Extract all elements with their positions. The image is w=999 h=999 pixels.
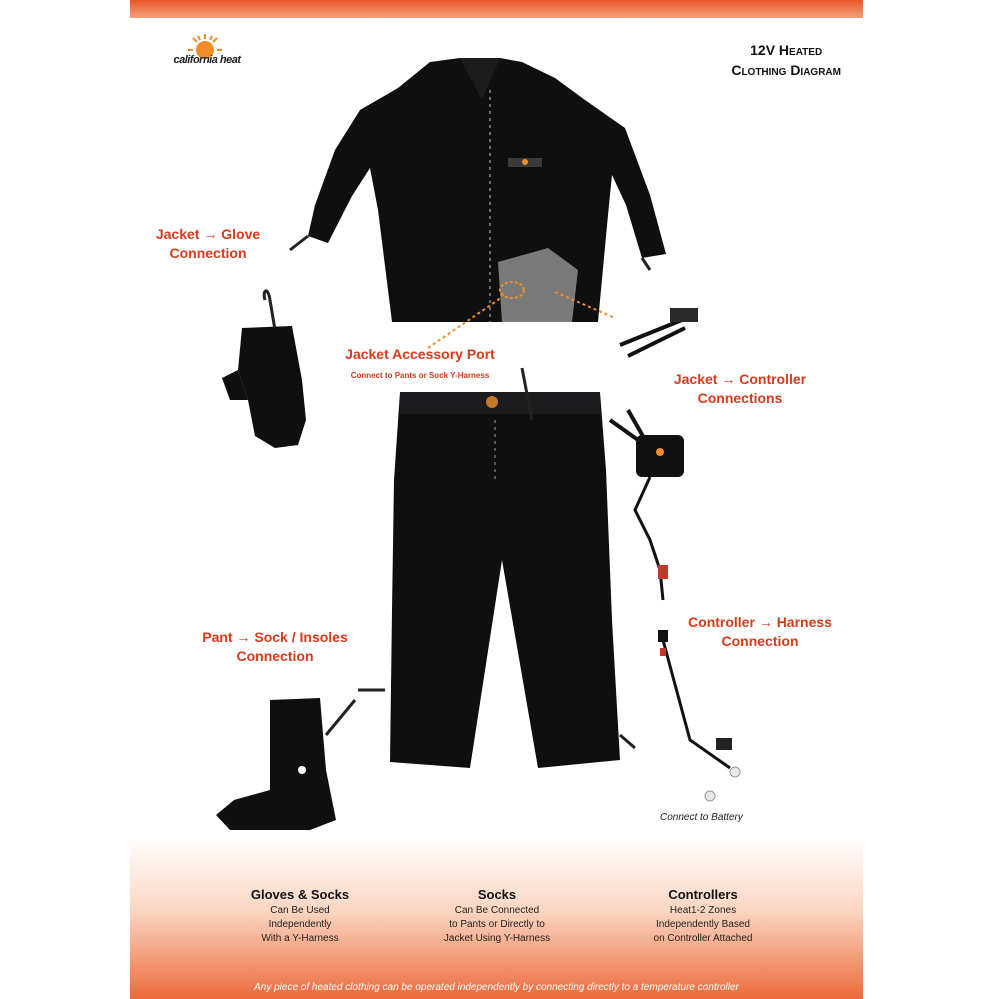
label-jacket-glove-line1: Jacket → Glove <box>155 226 261 242</box>
sock-image <box>216 698 355 830</box>
controller-image <box>610 410 684 600</box>
info-line: With a Y-Harness <box>261 933 339 944</box>
jacket-controller-cable <box>620 308 698 356</box>
info-title: Controllers <box>668 887 738 902</box>
label-jacket-controller-line2: Connections <box>697 390 783 406</box>
info-line: Can Be Used <box>270 905 330 916</box>
label-controller-harness <box>660 613 860 651</box>
label-jacket-glove-line2: Connection <box>169 245 247 261</box>
brand-logo <box>142 32 272 82</box>
diagram-page <box>130 0 863 999</box>
label-jacket-controller <box>650 370 830 408</box>
info-column-gloves-socks <box>215 886 385 946</box>
footer-note: Any piece of heated clothing can be operated independently by connecting directly to a temperature controller <box>254 982 739 993</box>
label-pant-sock-line2: Connection <box>236 648 314 664</box>
label-accessory-port: Jacket Accessory Port <box>345 346 495 362</box>
label-controller-harness-line2: Connection <box>721 633 799 649</box>
info-title: Socks <box>477 887 517 902</box>
label-pant-sock-line1: Pant → Sock / Insoles <box>202 629 348 645</box>
info-line: Can Be Connected <box>454 905 540 916</box>
glove-image <box>222 291 306 448</box>
info-line: Heat1-2 Zones <box>669 905 737 916</box>
title-line-1: 12V Heated <box>750 42 823 58</box>
pants-image <box>358 368 635 768</box>
label-jacket-glove <box>138 225 278 263</box>
info-line: to Pants or Directly to <box>449 919 545 930</box>
label-pant-sock <box>175 628 375 666</box>
label-accessory-port-sub: Connect to Pants or Sock Y-Harness <box>350 371 490 380</box>
info-line: Jacket Using Y-Harness <box>443 933 551 944</box>
jacket-image <box>290 58 666 322</box>
label-battery: Connect to Battery <box>660 812 743 823</box>
label-jacket-controller-line1: Jacket → Controller <box>673 371 807 387</box>
info-column-socks <box>412 886 582 946</box>
title-line-2: Clothing Diagram <box>731 62 841 78</box>
label-controller-harness-line1: Controller → Harness <box>688 614 832 630</box>
battery-harness-image <box>658 630 740 801</box>
page-title <box>731 40 841 80</box>
info-line: Independently <box>268 919 332 930</box>
info-line: Independently Based <box>656 919 750 930</box>
info-title: Gloves & Socks <box>250 887 350 902</box>
info-column-controllers <box>618 886 788 946</box>
logo-text: california heat <box>173 54 241 66</box>
bottom-info-panel <box>130 838 863 999</box>
info-line: on Controller Attached <box>653 933 753 944</box>
